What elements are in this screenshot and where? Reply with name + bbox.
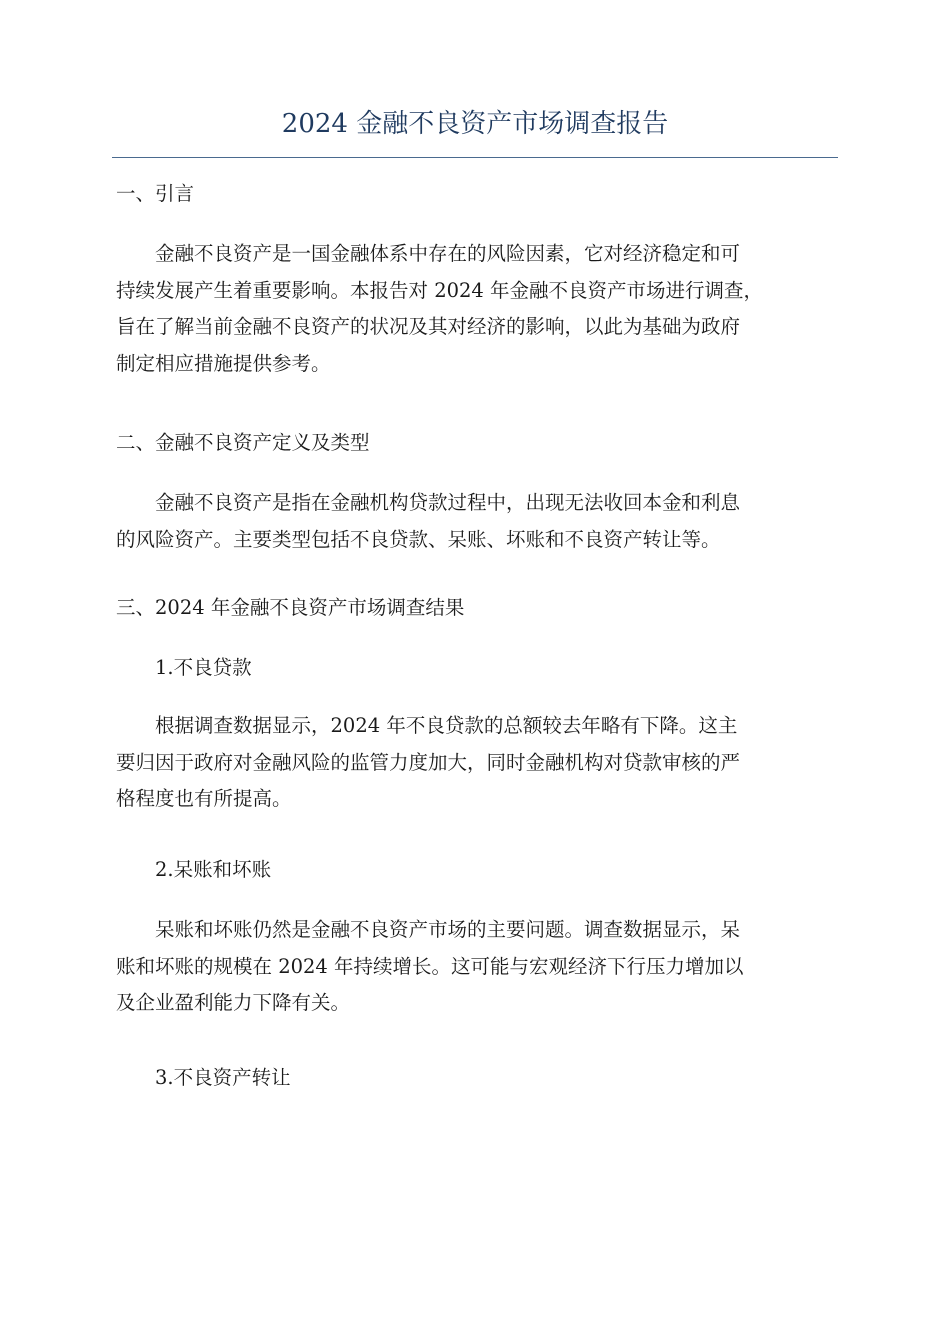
title-divider xyxy=(112,157,838,158)
subsection-heading-doubtful-debts: 2.呆账和坏账 xyxy=(155,858,272,881)
paragraph-line: 的风险资产。主要类型包括不良贷款、呆账、坏账和不良资产转让等。 xyxy=(116,527,721,551)
paragraph-line: 根据调查数据显示，2024 年不良贷款的总额较去年略有下降。这主 xyxy=(155,714,738,737)
section-heading-results: 三、2024 年金融不良资产市场调查结果 xyxy=(116,596,465,619)
bad-loans-paragraph xyxy=(116,708,834,818)
document-title: 2024 金融不良资产市场调查报告 xyxy=(281,109,669,139)
paragraph-line: 账和坏账的规模在 2024 年持续增长。这可能与宏观经济下行压力增加以 xyxy=(116,954,744,978)
paragraph-line: 金融不良资产是指在金融机构贷款过程中，出现无法收回本金和利息 xyxy=(155,491,741,514)
section-heading-introduction: 一、引言 xyxy=(116,182,195,205)
paragraph-line: 金融不良资产是一国金融体系中存在的风险因素，它对经济稳定和可 xyxy=(155,242,741,265)
subsection-heading-bad-loans: 1.不良贷款 xyxy=(155,656,252,679)
introduction-paragraph xyxy=(116,236,834,382)
section-heading-definition: 二、金融不良资产定义及类型 xyxy=(116,431,370,454)
subsection-heading-asset-transfer: 3.不良资产转让 xyxy=(155,1066,291,1089)
paragraph-line: 制定相应措施提供参考。 xyxy=(116,351,331,375)
paragraph-line: 持续发展产生着重要影响。本报告对 2024 年金融不良资产市场进行调查， xyxy=(116,278,764,302)
definition-paragraph xyxy=(116,485,834,558)
paragraph-line: 旨在了解当前金融不良资产的状况及其对经济的影响，以此为基础为政府 xyxy=(116,315,741,338)
paragraph-line: 格程度也有所提高。 xyxy=(116,787,292,810)
doubtful-debts-paragraph xyxy=(116,912,834,1022)
paragraph-line: 呆账和坏账仍然是金融不良资产市场的主要问题。调查数据显示，呆 xyxy=(155,918,741,941)
paragraph-line: 要归因于政府对金融风险的监管力度加大，同时金融机构对贷款审核的严 xyxy=(116,750,741,774)
paragraph-line: 及企业盈利能力下降有关。 xyxy=(116,991,351,1014)
